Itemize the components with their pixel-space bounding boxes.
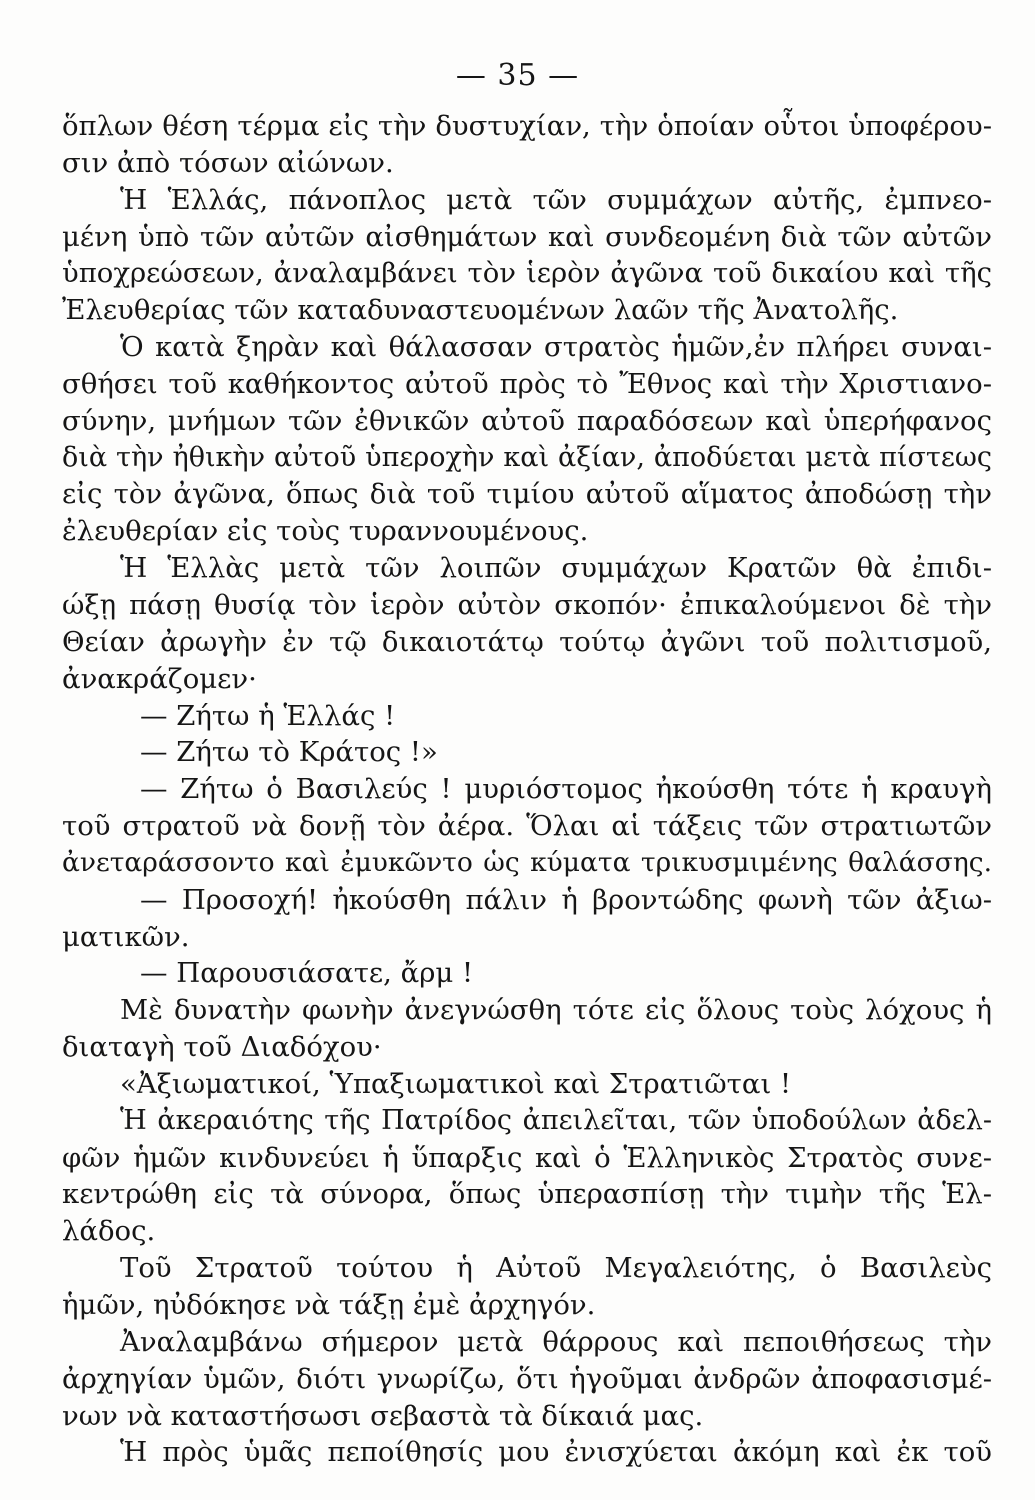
page-number: — 35 —: [455, 58, 580, 93]
text-line: Ὁ κατὰ ξηρὰν καὶ θάλασσαν στρατὸς ἡμῶν,ἐν πλήρει συναι-: [120, 331, 992, 364]
text-line: Ἡ ἀκεραιότης τῆς Πατρίδος ἀπειλεῖται, τῶν ὑποδούλων ἀδελ-: [120, 1104, 992, 1136]
text-line: ἀνακράζομεν·: [62, 662, 257, 695]
body-text: [62, 108, 992, 1471]
text-line: τοῦ στρατοῦ νὰ δονῇ τὸν ἀέρα. Ὅλαι αἱ τάξεις τῶν στρατιωτῶν: [62, 810, 992, 843]
text-line: Μὲ δυνατὴν φωνὴν ἀνεγνώσθη τότε εἰς ὅλους τοὺς λόχους ἡ: [120, 994, 992, 1027]
text-line: νων νὰ καταστήσωσι σεβαστὰ τὰ δίκαιά μας.: [62, 1399, 704, 1432]
text-line: διὰ τὴν ἠθικὴν αὐτοῦ ὑπεροχὴν καὶ ἀξίαν, ἀποδύεται μετὰ πίστεως: [62, 441, 992, 473]
text-line: σύνην, μνήμων τῶν ἐθνικῶν αὐτοῦ παραδόσεων καὶ ὑπερήφανος: [62, 404, 992, 437]
text-line: διαταγὴ τοῦ Διαδόχου·: [62, 1031, 382, 1064]
text-line: — Ζήτω τὸ Κράτος !»: [140, 736, 438, 769]
text-line: εἰς τὸν ἀγῶνα, ὅπως διὰ τοῦ τιμίου αὐτοῦ αἵματος ἀποδώσῃ τὴν: [62, 478, 992, 511]
text-line: ώξῃ πάσῃ θυσίᾳ τὸν ἱερὸν αὐτὸν σκοπόν· ἐπικαλούμενοι δὲ τὴν: [62, 588, 992, 621]
text-line: σιν ἀπὸ τόσων αἰώνων.: [62, 146, 394, 179]
text-line: μένη ὑπὸ τῶν αὐτῶν αἰσθημάτων καὶ συνδεομένη διὰ τῶν αὐτῶν: [62, 220, 992, 253]
text-line: ματικῶν.: [62, 920, 190, 953]
text-line: Ἐλευθερίας τῶν καταδυναστευομένων λαῶν τῆς Ἀνατολῆς.: [62, 294, 899, 327]
text-line: — Προσοχή! ἠκούσθη πάλιν ἡ βροντώδης φωνὴ τῶν ἀξιω-: [140, 883, 992, 916]
text-line: φῶν ἡμῶν κινδυνεύει ἡ ὕπαρξις καὶ ὁ Ἑλληνικὸς Στρατὸς συνε-: [62, 1141, 992, 1174]
text-line: σθήσει τοῦ καθήκοντος αὐτοῦ πρὸς τὸ Ἔθνος καὶ τὴν Χριστιανο-: [62, 367, 992, 400]
text-line: Ἡ Ἑλλὰς μετὰ τῶν λοιπῶν συμμάχων Κρατῶν θὰ ἐπιδι-: [120, 552, 992, 585]
text-line: «Ἀξιωματικοί, Ὑπαξιωματικοὶ καὶ Στρατιῶται !: [120, 1067, 792, 1100]
text-line: — Ζήτω ἡ Ἑλλάς !: [140, 699, 396, 732]
text-line: Ἀναλαμβάνω σήμερον μετὰ θάρρους καὶ πεποιθήσεως τὴν: [120, 1325, 992, 1358]
text-line: ἐλευθερίαν εἰς τοὺς τυραννουμένους.: [62, 515, 589, 548]
text-line: ἀνεταράσσοντο καὶ ἐμυκῶντο ὡς κύματα τρικυσμιμένης θαλάσσης.: [62, 846, 992, 878]
text-line: ὑποχρεώσεων, ἀναλαμβάνει τὸν ἱερὸν ἀγῶνα τοῦ δικαίου καὶ τῆς: [62, 257, 992, 290]
text-line: ἡμῶν, ηὐδόκησε νὰ τάξῃ ἐμὲ ἀρχηγόν.: [62, 1289, 596, 1321]
text-line: — Παρουσιάσατε, ἄρμ !: [140, 957, 474, 990]
text-line: Ἡ Ἑλλάς, πάνοπλος μετὰ τῶν συμμάχων αὐτῆς, ἐμπνεο-: [120, 183, 992, 216]
text-line: λάδος.: [62, 1215, 156, 1248]
text-line: — Ζήτω ὁ Βασιλεύς ! μυριόστομος ἠκούσθη τότε ἡ κραυγὴ: [140, 773, 992, 806]
text-line: ὅπλων θέση τέρμα εἰς τὴν δυστυχίαν, τὴν ὁποίαν οὗτοι ὑποφέρου-: [62, 110, 992, 142]
text-line: Θείαν ἀρωγὴν ἐν τῷ δικαιοτάτῳ τούτῳ ἀγῶνι τοῦ πολιτισμοῦ,: [62, 625, 992, 658]
text-line: ἀρχηγίαν ὑμῶν, διότι γνωρίζω, ὅτι ἡγοῦμαι ἀνδρῶν ἀποφασισμέ-: [62, 1362, 992, 1395]
text-line: Τοῦ Στρατοῦ τούτου ἡ Αὐτοῦ Μεγαλειότης, ὁ Βασιλεὺς: [120, 1252, 992, 1285]
text-line: κεντρώθη εἰς τὰ σύνορα, ὅπως ὑπερασπίσῃ τὴν τιμὴν τῆς Ἑλ-: [62, 1178, 992, 1211]
text-line: Ἡ πρὸς ὑμᾶς πεποίθησίς μου ἐνισχύεται ἀκόμη καὶ ἐκ τοῦ: [120, 1436, 992, 1469]
